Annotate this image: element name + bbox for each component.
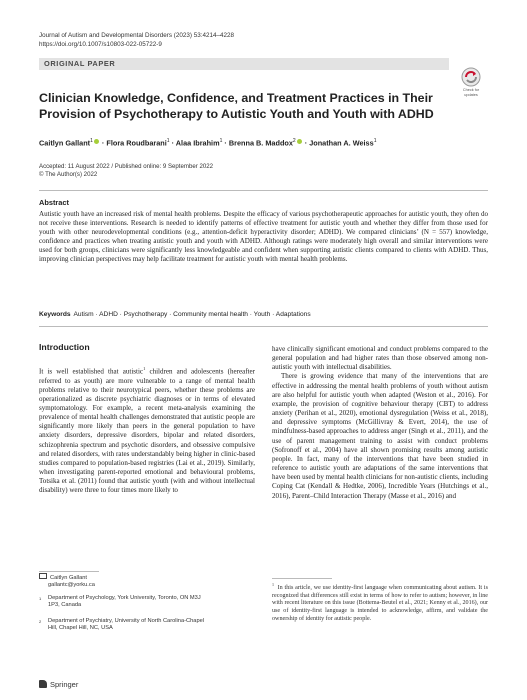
footnote-divider [272, 578, 332, 579]
affiliation-text: Department of Psychology, York University, Toronto, ON M3J 1P3, Canada [48, 595, 201, 609]
correspondence-name: Caitlyn Gallant [50, 575, 87, 581]
keywords-label: Keywords [39, 311, 71, 318]
doi-link[interactable]: https://doi.org/10.1007/s10803-022-05722-9 [39, 40, 162, 48]
keywords-list: Autism · ADHD · Psychotherapy · Community mental health · Youth · Adaptations [73, 311, 311, 318]
author-name[interactable]: Jonathan A. Weiss [309, 138, 374, 148]
footnote-text: In this article, we use identity-first language when communicating about autism. It is recognized that differences still exist in terms of how to refer to autism; however, in line with recent literature on this issue (Bottema-Beutel et al., 2021; Kenny et al., 2016), our use of identity-first language is intended to acknowledge, affirm, and validate the ownership of identity for autistic people. [272, 585, 488, 622]
author-list: Caitlyn Gallant$^1$ · Flora Roudbarani$^1$ · Alaa Ibrahim$^1$ · Brenna B. Maddox$^2$ · Jonathan A. Weiss$^1$ [39, 138, 377, 148]
journal-header [39, 32, 234, 49]
publication-dates [39, 163, 213, 179]
footnote-number: 1 [272, 582, 274, 587]
author-name[interactable]: Brenna B. Maddox [228, 138, 293, 148]
author-name[interactable]: Alaa Ibrahim [175, 138, 220, 148]
body-column-left [39, 364, 255, 496]
keywords [39, 311, 488, 318]
body-paragraph: There is growing evidence that many of the interventions that are effective in addressing the mental health problems of youth without autism are also helpful for autistic youth when adapted (Weston et al., 2016). For example, the provision of cognitive behaviour therapy (CBT) to address anxiety (Perihan et al., 2020), emotional dysregulation (Weiss et al., 2018), and depressive symptoms (McGillivray & Evert, 2014), the use of mindfulness-based approaches to address anger (Singh et al., 2011), and the use of parent management training to assist with conduct problems (Sofronoff et al., 2004) have all shown promising results among autistic people. In fact, many of the interventions that have been studied in reference to autistic youth are adaptations of the same interventions that have been used by mental health clinicians for non-autistic clients, including Coping Cat (Kendall & Hedtke, 2006), Incredible Years (Hutchings et al., 2016), Parent–Child Interaction Therapy (Masse et al., 2016) and [272, 372, 488, 500]
footnote [272, 581, 488, 624]
check-updates-line1: Check for [462, 88, 480, 92]
abstract-text: Autistic youth have an increased risk of mental health problems. Despite the efficacy of various psychotherapeutic approaches for autistic youth, they often do not receive these interventions. Research is needed to identify patterns of effective treatment for autistic youth and whether they differ from those used for youth with other neurodevelopmental conditions (e.g., attention-deficit hyperactivity disorder; ADHD). We compared clinicians’ (N = 557) knowledge, confidence and practices when treating autistic youth and youth with ADHD. Although ratings were moderately high overall and similar interventions were used for both groups, clinicians were significantly less knowledgeable and confident when supporting autistic clients compared to clients with ADHD. Thus, improving clinician perspectives may help facilitate treatment for autistic youth with mental health problems. [39, 210, 488, 264]
abstract-heading: Abstract [39, 198, 69, 207]
intro-text: It is well established that autistic [39, 367, 144, 376]
copyright: © The Author(s) 2022 [39, 171, 98, 179]
author-name[interactable]: Flora Roudbarani [106, 138, 167, 148]
divider [39, 326, 488, 327]
author-affiliation: 1 [166, 138, 170, 144]
affiliation-2 [39, 618, 249, 632]
body-column-right [272, 345, 488, 501]
intro-paragraph [39, 364, 255, 496]
author-affiliation: 1 [373, 138, 377, 144]
affiliation-text: Department of Psychiatry, University of North Carolina-Chapel Hill, Chapel Hill, NC, USA [48, 618, 205, 632]
article-title: Clinician Knowledge, Confidence, and Treatment Practices in Their Provision of Psychotherapy to Autistic Youth and Youth with ADHD [39, 91, 434, 121]
author-affiliation: 1 [90, 138, 93, 144]
footnote-divider [39, 571, 99, 572]
author-name[interactable]: Caitlyn Gallant [39, 138, 91, 148]
affiliation-1 [39, 595, 249, 609]
divider [39, 190, 488, 191]
check-updates-line2: updates [464, 92, 478, 97]
affiliation-number: 1 [39, 596, 42, 601]
correspondence-envelope-icon [39, 573, 47, 579]
correspondence [39, 573, 249, 589]
body-paragraph: have clinically significant emotional and conduct problems compared to the general population and had higher rates than those observed among non-autistic youth with intellectual disabilities. [272, 345, 488, 372]
accepted-date: Accepted: 11 August 2022 / Published online: 9 September 2022 [39, 163, 214, 170]
intro-text: children and adolescents (hereafter referred to as youth) are more vulnerable to a range of mental health problems relative to their neurotypical peers, whether these problems are operationalized as discrete psychiatric diagnoses or in terms of elevated symptomatology. For example, a recent meta-analysis examining the prevalence of mental health challenges demonstrated that autistic people are significantly more likely than peers in the general population to have anxiety disorders, depressive disorders, bipolar and related disorders, schizophrenia spectrum and psychotic disorders, and obsessive compulsive and related disorders, with rates understandably being higher in clinic-based studies compared to population-based registries (Lai et al., 2019). Similarly, when investigating parent-reported emotional and behavioural problems, Totsika et al. (2011) found that autistic youth (with and without intellectual disability) were three to four times more likely to [39, 367, 255, 495]
publisher-logo [39, 680, 78, 689]
journal-citation: Journal of Autism and Developmental Disorders (2023) 53:4214–4228 [39, 32, 234, 39]
introduction-heading: Introduction [39, 342, 90, 352]
springer-horse-icon [39, 680, 47, 688]
check-updates-icon [454, 66, 488, 88]
author-affiliation: 2 [292, 138, 296, 144]
correspondence-email[interactable]: gallantc@yorku.ca [48, 582, 95, 589]
author-affiliation: 1 [219, 138, 223, 144]
publisher-name: Springer [50, 680, 79, 689]
article-type: ORIGINAL PAPER [44, 59, 116, 68]
affiliation-number: 2 [39, 619, 42, 624]
footnote-ref[interactable]: 1 [143, 366, 146, 371]
orcid-icon[interactable] [297, 139, 302, 144]
orcid-icon[interactable] [94, 139, 99, 144]
